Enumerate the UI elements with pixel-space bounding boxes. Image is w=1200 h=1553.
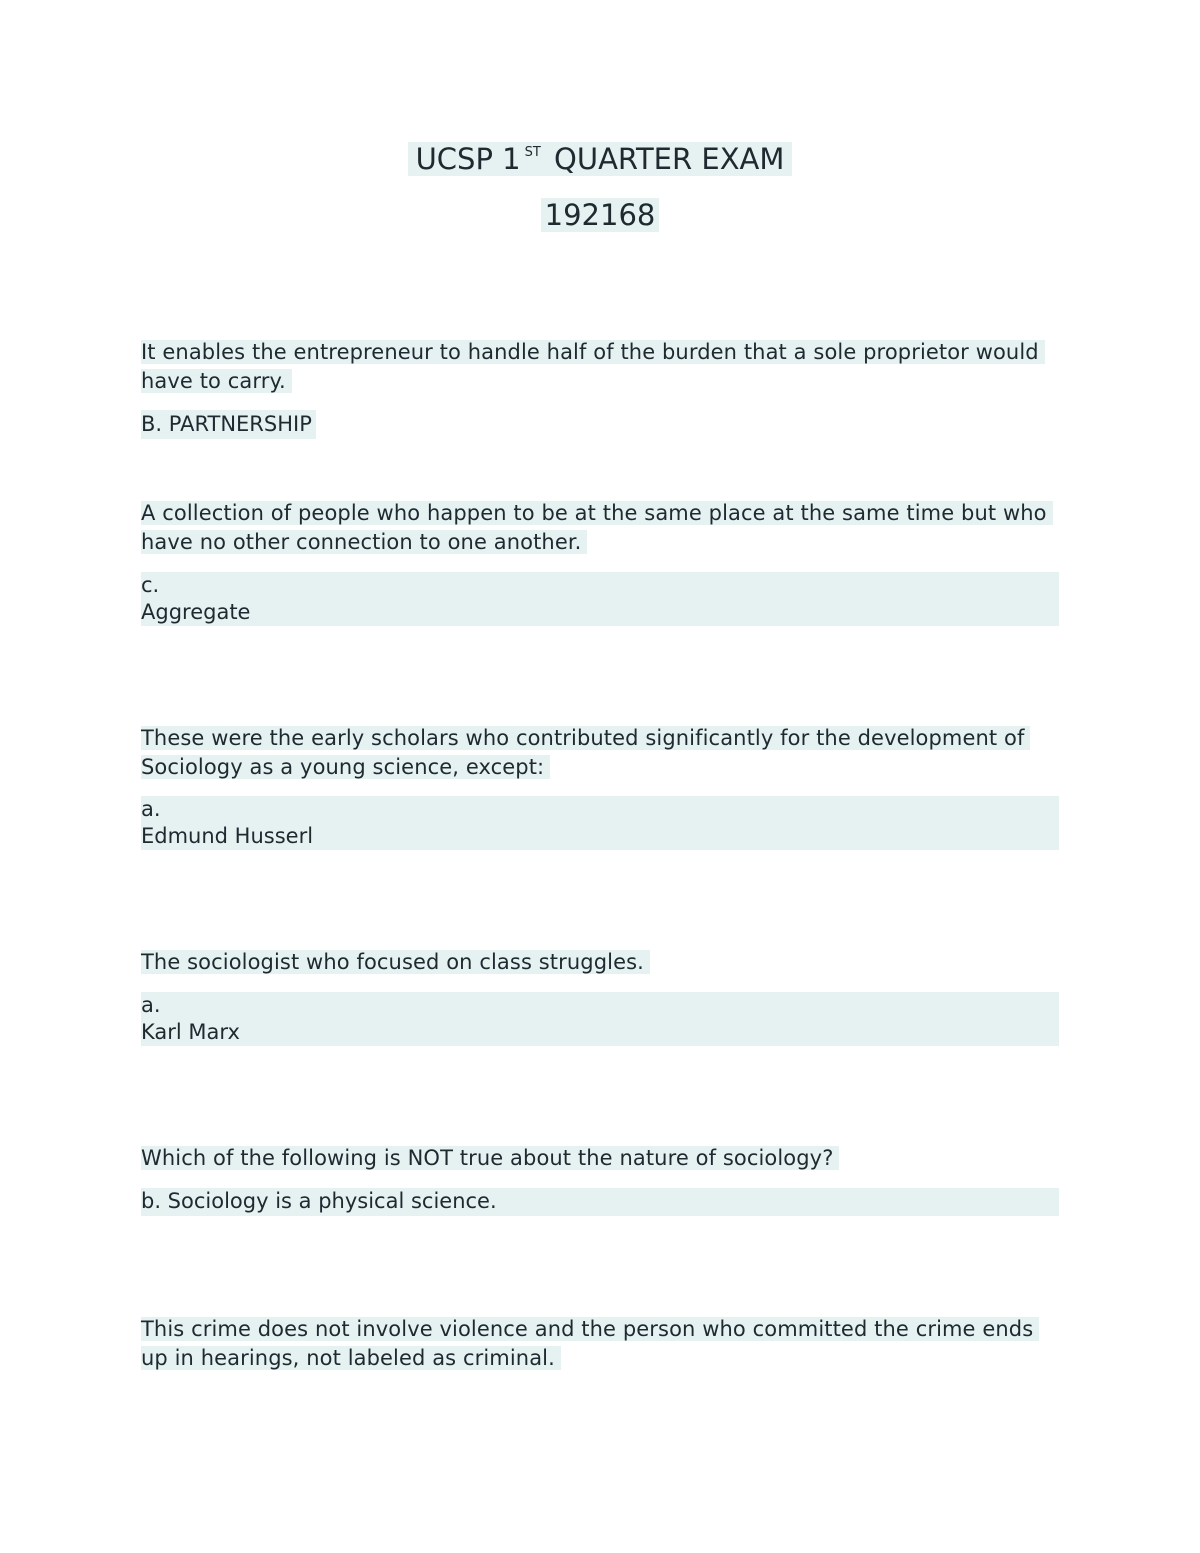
answer-3 <box>141 796 1059 850</box>
question-2-text: A collection of people who happen to be at the same place at the same time but who have no other connection to one another. <box>141 501 1053 554</box>
question-1 <box>141 338 1059 395</box>
answer-3-text: Edmund Husserl <box>141 824 314 848</box>
title-suffix: QUARTER EXAM <box>544 142 785 176</box>
question-5-text: Which of the following is NOT true about the nature of sociology? <box>141 1146 839 1170</box>
answer-2-letter: c. <box>141 573 160 597</box>
question-6 <box>141 1315 1059 1372</box>
question-3-text: These were the early scholars who contributed significantly for the development of Sociology as a young science, except: <box>141 726 1030 779</box>
exam-code <box>0 196 1200 234</box>
answer-1: B. PARTNERSHIP <box>141 410 316 439</box>
exam-code-text: 192168 <box>541 198 660 232</box>
answer-4-letter: a. <box>141 993 161 1017</box>
question-6-text: This crime does not involve violence and the person who committed the crime ends up in hearings, not labeled as criminal. <box>141 1317 1039 1370</box>
answer-2-text: Aggregate <box>141 600 251 624</box>
answer-2 <box>141 572 1059 626</box>
answer-4 <box>141 992 1059 1046</box>
answer-4-text: Karl Marx <box>141 1020 240 1044</box>
question-1-text: It enables the entrepreneur to handle half of the burden that a sole proprietor would have to carry. <box>141 340 1045 393</box>
answer-5-text: b. Sociology is a physical science. <box>141 1189 497 1213</box>
question-3 <box>141 724 1059 781</box>
question-4-text: The sociologist who focused on class struggles. <box>141 950 650 974</box>
answer-3-letter: a. <box>141 797 161 821</box>
question-5 <box>141 1144 1059 1173</box>
question-4 <box>141 948 1059 977</box>
title-prefix: UCSP 1 <box>415 142 521 176</box>
title-superscript: ST <box>524 145 541 160</box>
answer-5 <box>141 1188 1059 1216</box>
question-2 <box>141 499 1059 556</box>
exam-title <box>0 140 1200 178</box>
